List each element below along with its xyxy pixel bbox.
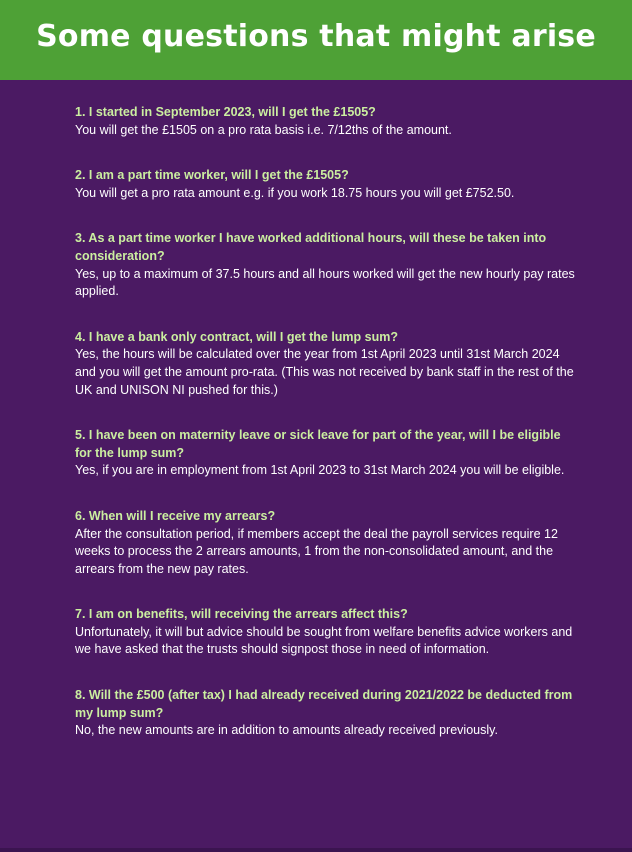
faq-answer: Yes, up to a maximum of 37.5 hours and all hours worked will get the new hourly pay rates applied. [75,266,575,299]
faq-item-1 [75,104,575,139]
faq-item-4 [75,329,575,399]
faq-question: 3. As a part time worker I have worked additional hours, will these be taken into consideration? [75,231,547,263]
faq-question: 5. I have been on maternity leave or sick leave for part of the year, will I be eligible for the lump sum? [75,428,561,460]
faq-answer: No, the new amounts are in addition to amounts already received previously. [75,723,498,738]
faq-answer: Yes, if you are in employment from 1st April 2023 to 31st March 2024 you will be eligible. [75,463,565,478]
faq-question: 1. I started in September 2023, will I get the £1505? [75,105,376,119]
faq-question: 7. I am on benefits, will receiving the arrears affect this? [75,607,408,622]
faq-answer: You will get the £1505 on a pro rata basis i.e. 7/12ths of the amount. [75,122,452,137]
faq-answer: Yes, the hours will be calculated over the year from 1st April 2023 until 31st March 2024 and you will get the amount pro-rata. (This was not received by bank staff in the rest of the UK and UNISON NI pushed for this.) [75,347,574,397]
faq-item-8 [75,687,575,740]
bottom-divider [0,848,632,852]
header-banner [0,0,632,80]
faq-item-5 [75,427,575,480]
faq-item-2 [75,167,575,202]
faq-answer: You will get a pro rata amount e.g. if you work 18.75 hours you will get £752.50. [75,185,515,200]
faq-question: 4. I have a bank only contract, will I get the lump sum? [75,329,398,344]
faq-list [75,104,575,740]
faq-question: 8. Will the £500 (after tax) I had already received during 2021/2022 be deducted from my lump sum? [75,688,573,720]
faq-question: 2. I am a part time worker, will I get the £1505? [75,168,349,183]
faq-item-3 [75,230,575,300]
faq-item-6 [75,508,575,578]
faq-question: 6. When will I receive my arrears? [75,508,276,523]
faq-answer: Unfortunately, it will but advice should be sought from welfare benefits advice workers and we have asked that the trusts should signpost those in need of information. [75,624,573,657]
page-title: Some questions that might arise [36,18,596,54]
faq-answer: After the consultation period, if members accept the deal the payroll services require 12 weeks to process the 2 arrears amounts, 1 from the non-consolidated amount, and the arrears from the new pay rates. [75,526,558,576]
faq-item-7 [75,606,575,659]
